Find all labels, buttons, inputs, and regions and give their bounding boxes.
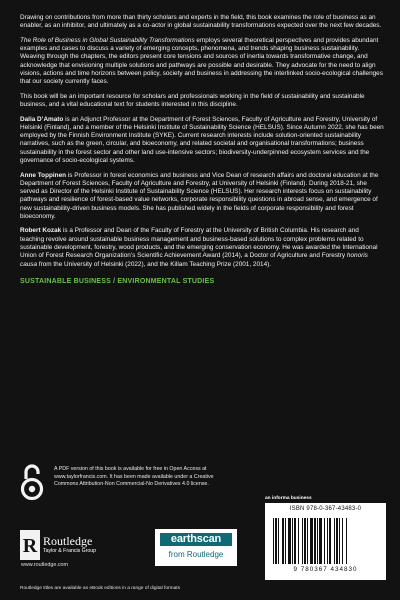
barcode-bar <box>302 518 303 564</box>
svg-text:R: R <box>22 535 38 557</box>
earthscan-logo <box>155 529 237 566</box>
publisher-url[interactable]: www.routledge.com <box>21 562 69 568</box>
barcode-panel <box>265 503 386 580</box>
author-bio-text: is Professor in forest economics and business and Vice Dean of research affairs and doctoral education at the Department of Forest Sciences, Faculty of Agriculture and Forestry, at University of Helsinki (Finland). During 2018-21, she served as Director of the Helsinki Institute of Sustainability Science (HELSUS). Her research interests focus on sustainability pathways and resilience of forest-based value networks, corporate responsibility questions in abroad sense, and emergence of new sustainability-driven business models. She has published widely in the fields of corporate responsibility and forest bioeconomy. <box>20 171 379 220</box>
barcode-bar <box>317 518 318 564</box>
barcode-bar <box>294 518 296 564</box>
barcode-bar <box>336 518 338 564</box>
blurb-paragraph-3: This book will be an important resource for scholars and professionals working in the field of sustainability and sustainable business, and a vital educational text for students interested in this discipline. <box>20 92 365 109</box>
book-title-italic: The Role of Business in Global Sustainability Transformations <box>20 36 195 44</box>
barcode-bar <box>304 518 306 564</box>
routledge-logo <box>20 528 130 568</box>
publisher-name: Routledge <box>43 534 93 548</box>
barcode-bar <box>334 518 335 564</box>
open-access-text: A PDF version of this book is available for free in Open Access at www.taylorfrancis.com. It has been made available under a Creative Commons Attribution-Non Commercial-No Derivatives 4.0 license. <box>54 466 214 488</box>
barcode-bar <box>324 518 325 564</box>
blurb-paragraph-2-text: employs several theoretical perspectives and provides abundant examples and cases to discuss a variety of emerging concepts, phenomena, and trends shaping business sustainability. Weaving through the chapters, the editors present core tensions and sources of inertia towards transformative change, and acknowledge that envisioning multiple solutions and pathways are possible and desirable. They advocate for the need to align visions, actions and time horizons between policy, society and business in addressing the interlinked socio-ecological challenges that our society currently faces. <box>20 36 383 86</box>
author-bio-text: is a Professor and Dean of the Faculty of Forestry at the University of British Columbia. His research and teaching revolve around sustainable business management and business-based solutions to complex problems related to sustainable development, forestry, wood products, and the emerging conservation economy. He was awarded the International Union of Forest Research Organization’s Scientific Achievement Award (2014), a Doctor of Agriculture and Forestry <box>20 227 378 260</box>
barcode-bar <box>310 518 313 564</box>
isbn-text: ISBN 978-0-367-43483-0 <box>289 506 362 512</box>
author-bio-1 <box>20 116 384 166</box>
barcode-bar <box>307 518 308 564</box>
barcode-bar <box>319 518 322 564</box>
blurb-paragraph-2 <box>20 37 384 87</box>
barcode-bar <box>278 518 279 564</box>
back-cover-text <box>20 14 384 286</box>
barcode-bar <box>327 518 328 564</box>
author-bio-3 <box>20 227 384 268</box>
publisher-group: Taylor & Francis Group <box>43 548 97 554</box>
blurb-paragraph-1: Drawing on contributions from more than thirty scholars and experts in the field, this book examines the role of business as an enabler, as an inhibitor, and ultimately as a co-actor in global sustainability transformations expected over the next few decades. <box>20 14 382 30</box>
earthscan-wordmark: earthscan <box>160 533 232 546</box>
barcode-bar <box>288 518 291 564</box>
open-access-lock-icon <box>20 463 44 501</box>
barcode-bar <box>314 518 316 564</box>
author-bio-text: is an Adjunct Professor at the Department of Forest Sciences, Faculty of Agriculture and Forestry, University of Helsinki (Finland), and a member of the Helsinki Institute of Sustainability Science (HELSUS). Since Autumn 2022, she has been employed by the Finnish Environment Institute (SYKE). Current research interests include solution-oriented sustainability narratives, such as the green, circular, and bioeconomy, and related societal and organisational transformations; business sustainability in the forest sector and other land use-intensive sectors; biodiversity-underpinned ecosystem services and the governance of socio-ecological systems. <box>20 115 384 165</box>
barcode-bar <box>339 518 340 564</box>
barcode-bar <box>298 518 299 564</box>
barcode-bar <box>329 518 331 564</box>
informa-label: an informa business <box>265 496 312 501</box>
barcode-bar <box>292 518 293 564</box>
barcode-bar <box>282 518 284 564</box>
open-access-notice <box>20 463 220 513</box>
barcode-bar <box>275 518 277 564</box>
subject-category: SUSTAINABLE BUSINESS / ENVIRONMENTAL STUDIES <box>20 277 215 285</box>
routledge-r-icon <box>20 530 40 560</box>
footer-note: Routledge titles are available as eBook editions in a range of digital formats <box>20 586 180 591</box>
author-name: Dalia D’Amato <box>20 115 64 123</box>
author-name: Anne Toppinen <box>20 171 67 179</box>
author-bio-2 <box>20 172 384 222</box>
barcode-bar <box>285 518 286 564</box>
author-name: Robert Kozak <box>20 227 62 235</box>
barcode-bar <box>346 518 347 564</box>
author-bio-text-end: from the University of Helsinki (2022), and the Killam Teaching Prize (2001, 2014). <box>37 260 272 268</box>
barcode-bar <box>342 518 343 564</box>
barcode-number: 9 780367 434830 <box>293 566 358 573</box>
earthscan-subtitle: from Routledge <box>168 550 224 559</box>
barcode-bar <box>273 518 274 564</box>
barcode-icon <box>271 518 380 566</box>
author-bio-italic: honoris causa <box>20 252 368 268</box>
